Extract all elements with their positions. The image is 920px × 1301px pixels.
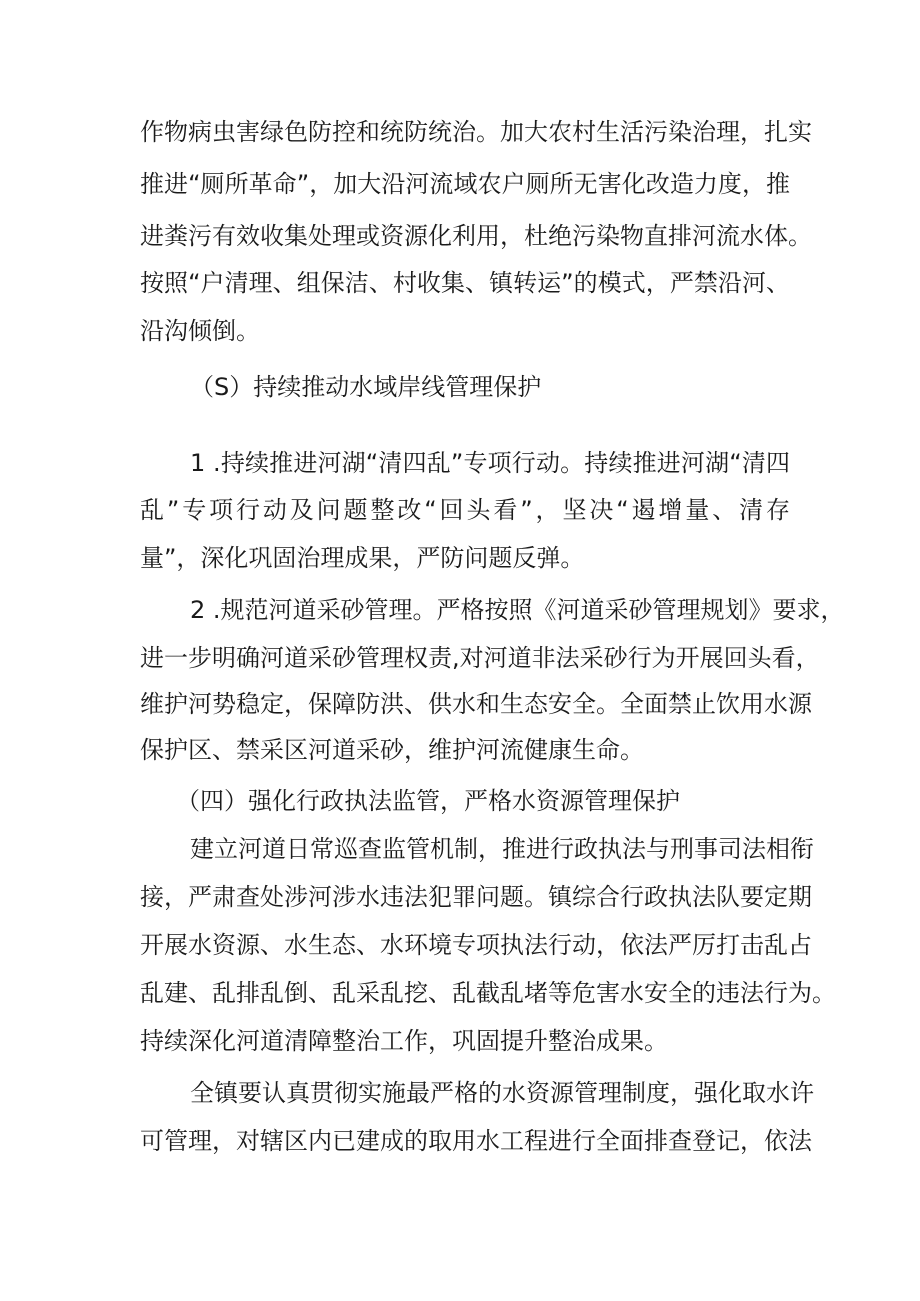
text-line: 沿沟倾倒。 (140, 317, 260, 345)
text-line: 进粪污有效收集处理或资源化利用，杜绝污染物直排河流水体。 (140, 222, 812, 250)
text-line: 推进“厕所革命”，加大沿河流域农户厕所无害化改造力度，推 (140, 170, 790, 198)
text-line: 乱”专项行动及问题整改“回头看”，坚决“遏增量、清存 (140, 496, 790, 524)
text-line: 进一步明确河道采砂管理权责,对河道非法采砂行为开展回头看， (140, 644, 820, 672)
text-line: 乱建、乱排乱倒、乱采乱挖、乱截乱堵等危害水安全的违法行为。 (140, 979, 836, 1007)
text-line: 按照“户清理、组保洁、村收集、镇转运”的模式，严禁沿河、 (140, 269, 790, 297)
text-line: 2 .规范河道采砂管理。严格按照《河道采砂管理规划》要求， (190, 596, 845, 624)
text-line: 维护河势稳定，保障防洪、供水和生态安全。全面禁止饮用水源 (140, 690, 812, 718)
section-heading-law-enforcement: （四）强化行政执法监管，严格水资源管理保护 (176, 787, 680, 815)
text-line: 作物病虫害绿色防控和统防统治。加大农村生活污染治理，扎实 (140, 118, 812, 146)
text-line: 接，严肃查处涉河涉水违法犯罪问题。镇综合行政执法队要定期 (140, 883, 812, 911)
text-line: 量”，深化巩固治理成果，严防问题反弹。 (140, 544, 585, 572)
text-line: 保护区、禁采区河道采砂，维护河流健康生命。 (140, 736, 644, 764)
section-heading-shoreline-protection: （S）持续推动水域岸线管理保护 (190, 373, 542, 401)
text-line: 建立河道日常巡查监管机制，推进行政执法与刑事司法相衔 (190, 835, 814, 863)
text-line: 持续深化河道清障整治工作，巩固提升整治成果。 (140, 1027, 668, 1055)
text-line: 开展水资源、水生态、水环境专项执法行动，依法严厉打击乱占 (140, 931, 812, 959)
text-line: 全镇要认真贯彻实施最严格的水资源管理制度，强化取水许 (190, 1079, 814, 1107)
text-line: 可管理，对辖区内已建成的取用水工程进行全面排查登记，依法 (140, 1127, 812, 1155)
text-line: 1 .持续推进河湖“清四乱”专项行动。持续推进河湖“清四 (190, 449, 790, 477)
